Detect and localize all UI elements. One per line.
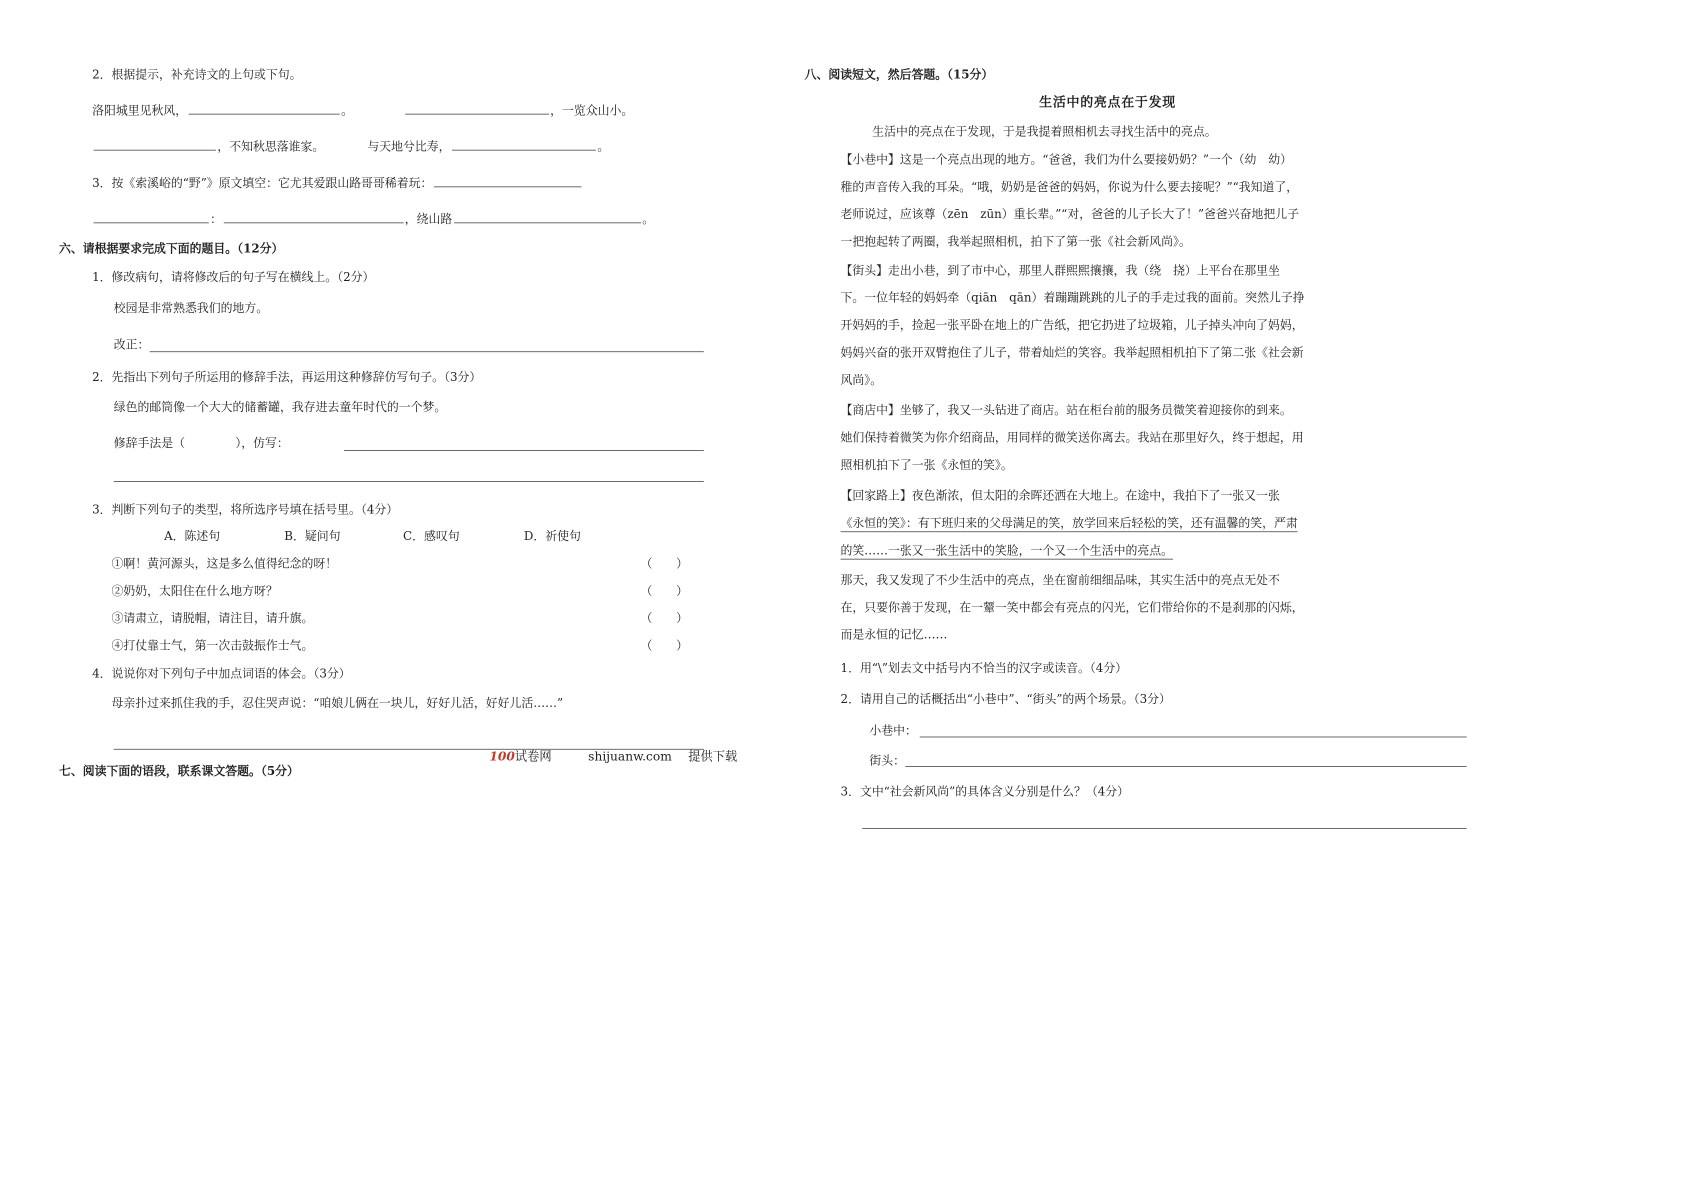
s6-q2-answer-line-2[interactable]	[114, 481, 704, 482]
article-para-5-line-3: 而是永恒的记忆……	[840, 627, 948, 642]
s6-q3-option-a: A．陈述句	[164, 529, 221, 543]
article-para-1-line-2: 稚的声音传入我的耳朵。“哦，奶奶是爸爸的妈妈，你说为什么要去接呢？”“我知道了，	[840, 180, 1299, 194]
q3-instruction: 3．按《索溪峪的“野”》原文填空：它尤其爱跟山路哥哥稀着玩：	[92, 175, 583, 192]
s8-q1: 1．用“\”划去文中括号内不恰当的汉字或读音。（4分）	[840, 661, 1128, 675]
poem-line-1: 洛阳城里见秋风， 。 ，一览众山小。	[92, 103, 634, 118]
s6-q3-item-3: ③请肃立，请脱帽，请注目，请升旗。	[111, 611, 314, 626]
s6-q4-instruction: 4．说说你对下列句子中加点词语的体会。（3分）	[92, 666, 351, 681]
article-para-1-line-4: 一把抱起转了两圈，我举起照相机，拍下了第一张《社会新风尚》。	[840, 234, 1191, 249]
article-title: 生活中的亮点在于发现	[1039, 95, 1176, 111]
article-para-4-line-1: 【回家路上】夜色渐浓，但太阳的余晖还洒在大地上。在途中，我拍下了一张又一张	[840, 488, 1280, 503]
poem-blank-1[interactable]	[189, 102, 340, 114]
s8-q2-label-a: 小巷中：	[869, 723, 917, 738]
article-para-2-line-1: 【街头】走出小巷，到了市中心，那里人群熙熙攘攘，我（绕 挠）上平台在那里坐	[840, 263, 1280, 278]
s6-q3-option-c: C．感叹句	[403, 529, 460, 543]
s8-q3: 3．文中“社会新风尚”的具体含义分别是什么？（4分）	[840, 784, 1130, 799]
footer	[489, 746, 737, 764]
article-para-3-line-3: 照相机拍下了一张《永恒的笑》。	[840, 457, 1013, 472]
s8-q3-answer-line[interactable]	[862, 828, 1467, 829]
s6-q3-item-2: ②奶奶，太阳住在什么地方呀？	[111, 583, 278, 598]
article-para-4-line-2: 《永恒的笑》：有下班归来的父母满足的笑，放学回来后轻松的笑，还有温馨的笑，严肃	[841, 516, 1298, 533]
s6-q1-answer-label: 改正：	[113, 337, 150, 352]
s8-q2-answer-line-b[interactable]	[905, 766, 1466, 767]
section-7-title: 七、阅读下面的语段，联系课文答题。（5分）	[59, 763, 299, 778]
s6-q2-answer-row: 修辞手法是（ ），仿写：	[113, 436, 289, 451]
q3-blank-3[interactable]	[223, 211, 403, 223]
s6-q3-paren-3[interactable]: （ ）	[640, 611, 688, 626]
s8-q2-answer-line-a[interactable]	[920, 737, 1467, 738]
article-para-3-line-2: 她们保持着微笑为你介绍商品，用同样的微笑送你离去。我站在那里好久，终于想起，用	[840, 430, 1304, 445]
s6-q3-item-4: ④打仗靠士气，第一次击鼓振作士气。	[111, 638, 314, 653]
article-para-2-line-5: 风尚》。	[840, 372, 883, 387]
s6-q3-paren-2[interactable]: （ ）	[640, 583, 688, 598]
s6-q1-answer-line[interactable]	[150, 351, 704, 352]
s6-q2-answer-line-1[interactable]	[344, 450, 704, 451]
site-domain[interactable]: shijuanw.com	[588, 749, 672, 764]
s6-q3-item-1: ①啊！黄河源头，这是多么值得纪念的呀！	[111, 556, 338, 571]
q3-line-2: ： ，绕山路 。	[92, 211, 654, 228]
poem-blank-4[interactable]	[452, 138, 596, 150]
article-para-3-line-1: 【商店中】坐够了，我又一头钻进了商店。站在柜台前的服务员微笑着迎接你的到来。	[840, 403, 1292, 417]
q3-blank-2[interactable]	[94, 211, 209, 223]
q3-blank-1[interactable]	[434, 175, 582, 187]
q3-blank-4[interactable]	[454, 211, 641, 223]
s6-q3-paren-1[interactable]: （ ）	[640, 556, 688, 571]
s6-q3-option-b: B．疑问句	[284, 529, 341, 543]
site-logo: 100	[489, 749, 515, 764]
section-8-title: 八、阅读短文，然后答题。（15分）	[804, 67, 994, 82]
s6-q2-instruction: 2．先指出下列句子所运用的修辞手法，再运用这种修辞仿写句子。（3分）	[92, 370, 482, 384]
section-6-title: 六、请根据要求完成下面的题目。（12分）	[59, 241, 284, 256]
poem-line-2: ，不知秋思落谁家。 与天地兮比寿， 。	[92, 138, 609, 155]
s6-q3-paren-4[interactable]: （ ）	[640, 638, 688, 653]
article-para-0: 生活中的亮点在于发现，于是我提着照相机去寻找生活中的亮点。	[872, 124, 1217, 139]
article-para-5-line-2: 在，只要你善于发现，在一颦一笑中都会有亮点的闪光，它们带给你的不是刹那的闪烁，	[840, 600, 1304, 615]
poem-blank-2[interactable]	[405, 102, 549, 114]
s6-q3-instruction: 3．判断下列句子的类型，将所选序号填在括号里。（4分）	[92, 502, 399, 517]
article-para-1-line-1: 【小巷中】这是一个亮点出现的地方。“爸爸，我们为什么要接奶奶？”一个（幼 幼）	[840, 152, 1293, 167]
article-para-4-line-3: 的笑……一张又一张生活中的笑脸，一个又一个生活中的亮点。	[841, 543, 1173, 560]
s8-q2: 2．请用自己的话概括出“小巷中”、“街头”的两个场景。（3分）	[840, 691, 1171, 706]
poem-blank-3[interactable]	[94, 138, 216, 150]
article-para-5-line-1: 那天，我又发现了不少生活中的亮点，坐在窗前细细品味，其实生活中的亮点无处不	[840, 573, 1280, 587]
article-para-2-line-2: 下。一位年轻的妈妈牵（qiān qān）着蹦蹦跳跳的儿子的手走过我的面前。突然儿子挣	[840, 290, 1305, 305]
s6-q4-sentence: 母亲扑过来抓住我的手，忍住哭声说：“咱娘儿俩在一块儿，好好儿活，好好儿活……”	[111, 696, 564, 710]
article-para-2-line-3: 开妈妈的手，捡起一张平卧在地上的广告纸，把它扔进了垃圾箱，儿子掉头冲向了妈妈，	[840, 318, 1304, 332]
site-name: 试卷网	[514, 749, 552, 764]
article-para-1-line-3: 老师说过，应该尊（zēn zūn）重长辈。”“对，爸爸的儿子长大了！”爸爸兴奋地把儿子	[840, 207, 1300, 222]
s6-q1-sentence: 校园是非常熟悉我们的地方。	[113, 300, 269, 315]
q2-instruction: 2．根据提示，补充诗文的上句或下句。	[92, 67, 302, 82]
article-para-2-line-4: 妈妈兴奋的张开双臂抱住了儿子，带着灿烂的笑容。我举起照相机拍下了第二张《社会新	[840, 345, 1304, 360]
s6-q3-option-d: D．祈使句	[523, 529, 581, 543]
site-tagline: 提供下载	[688, 749, 738, 764]
s6-q1-instruction: 1．修改病句，请将修改后的句子写在横线上。（2分）	[92, 270, 375, 284]
s8-q2-label-b: 街头：	[869, 753, 905, 768]
s6-q2-sentence: 绿色的邮筒像一个大大的储蓄罐，我存进去童年时代的一个梦。	[113, 400, 447, 415]
